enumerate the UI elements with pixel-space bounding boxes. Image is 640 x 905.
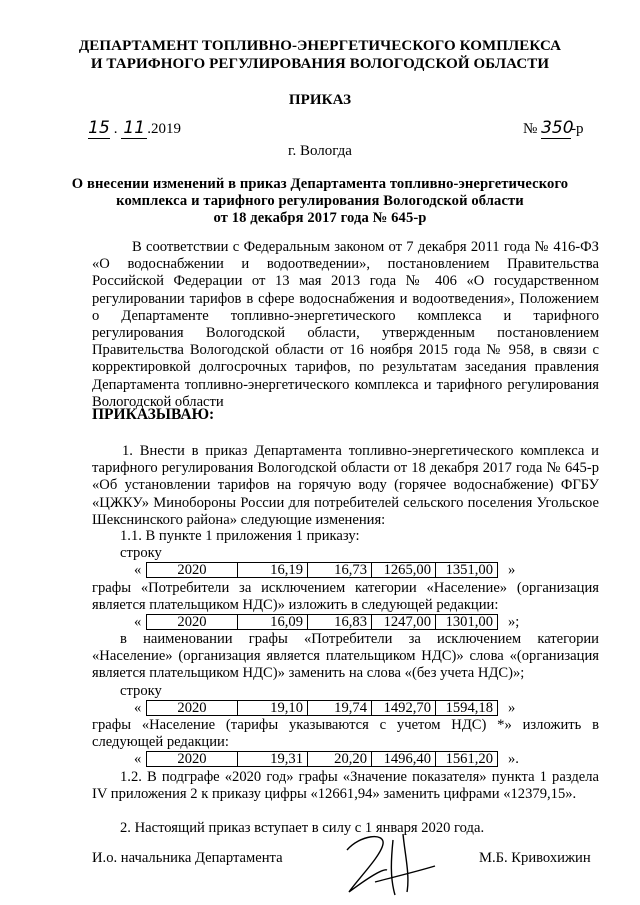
document-type: ПРИКАЗ xyxy=(288,92,352,108)
item-2: 2. Настоящий приказ вступает в силу с 1 января 2020 года. xyxy=(120,820,485,836)
department-name-line1: ДЕПАРТАМЕНТ ТОПЛИВНО-ЭНЕРГЕТИЧЕСКОГО КОМПЛЕКСА xyxy=(78,38,562,54)
cell-value: 16,83 xyxy=(308,615,372,630)
signatory-position: И.о. начальника Департамента xyxy=(92,850,283,866)
order-number xyxy=(523,118,584,139)
cell-value: 1492,70 xyxy=(372,701,436,716)
item-1: 1. Внести в приказ Департамента топливно-энергетического комплекса и тарифного регулирования Вологодской области от 18 декабря 2017 года № 645-р «Об установлении тарифов на горячую воду (горячее водоснабжение) ФГБУ «ЦЖКУ» Минобороны России для потребителей сельского поселения Угольское Шекснинского района» следующие изменения: xyxy=(92,443,599,528)
value-row-1 xyxy=(146,562,498,578)
rename-text: в наименовании графы «Потребители за исключением категории «Население» (организация является плательщиком НДС)» слова «(организация является плательщиком НДС)» заменить на слова «(без учета НДС)»; xyxy=(92,631,599,682)
number-sign: № xyxy=(523,121,538,137)
cell-year: 2020 xyxy=(147,752,238,767)
quote-open-3: « xyxy=(134,700,142,716)
cell-value: 19,74 xyxy=(308,701,372,716)
cell-value: 1247,00 xyxy=(372,615,436,630)
cell-value: 1265,00 xyxy=(372,563,436,578)
cell-value: 20,20 xyxy=(308,752,372,767)
cell-value: 1496,40 xyxy=(372,752,436,767)
cell-value: 1594,18 xyxy=(436,701,498,716)
cell-value: 19,10 xyxy=(238,701,308,716)
quote-open-2: « xyxy=(134,614,142,630)
handwritten-signature xyxy=(335,820,445,900)
department-name-line2: И ТАРИФНОГО РЕГУЛИРОВАНИЯ ВОЛОГОДСКОЙ ОБЛАСТИ xyxy=(90,56,550,72)
preamble: В соответствии с Федеральным законом от 7 декабря 2011 года № 416-ФЗ «О водоснабжении и водоотведении», постановлением Правительства Российской Федерации от 13 мая 2013 года № 406 «О государственном регулировании тарифов в сфере водоснабжения и водоотведения», Положением о Департаменте топливно-энергетического комплекса и тарифного регулирования Вологодской области, утвержденным постановлением Правительства Вологодской области от 16 ноября 2015 года № 958, в связи с корректировкой долгосрочных тарифов, по результатам заседания правления Департамента топливно-энергетического комплекса и тарифного регулирования Вологодской области xyxy=(92,239,599,410)
signature-stroke xyxy=(347,834,435,895)
quote-close-4: ». xyxy=(508,751,519,767)
quote-close-2: »; xyxy=(508,614,520,630)
title-line3: от 18 декабря 2017 года № 645-р xyxy=(213,210,427,226)
table-row xyxy=(147,563,498,578)
signatory-name: М.Б. Кривохижин xyxy=(479,850,591,866)
cell-year: 2020 xyxy=(147,701,238,716)
date-year: .2019 xyxy=(147,121,181,137)
cell-value: 16,73 xyxy=(308,563,372,578)
order-word: ПРИКАЗЫВАЮ: xyxy=(92,406,215,423)
table-row xyxy=(147,701,498,716)
quote-open-1: « xyxy=(134,562,142,578)
number-value: 350 xyxy=(541,118,574,138)
table-row xyxy=(147,615,498,630)
cell-value: 19,31 xyxy=(238,752,308,767)
value-row-2 xyxy=(146,614,498,630)
value-row-4 xyxy=(146,751,498,767)
city: г. Вологда xyxy=(288,143,352,159)
value-row-3 xyxy=(146,700,498,716)
cell-year: 2020 xyxy=(147,615,238,630)
table-row xyxy=(147,752,498,767)
quote-close-1: » xyxy=(508,562,516,578)
cell-value: 1561,20 xyxy=(436,752,498,767)
cell-value: 1301,00 xyxy=(436,615,498,630)
quote-open-4: « xyxy=(134,751,142,767)
cell-value: 16,09 xyxy=(238,615,308,630)
number-suffix: -р xyxy=(571,121,584,137)
cell-value: 16,19 xyxy=(238,563,308,578)
title-line2: комплекса и тарифного регулирования Вологодской области xyxy=(116,193,524,209)
quote-close-3: » xyxy=(508,700,516,716)
text-after-row-3: графы «Население (тарифы указываются с учетом НДС) *» изложить в следующей редакции: xyxy=(92,717,599,751)
date-day: 15 xyxy=(88,118,110,138)
stroku-label-1: строку xyxy=(120,545,162,561)
date-month: 11 xyxy=(121,118,147,139)
cell-value: 1351,00 xyxy=(436,563,498,578)
item-1-2: 1.2. В подграфе «2020 год» графы «Значение показателя» пункта 1 раздела IV приложения 2 к приказу цифры «12661,94» заменить цифрами «12379,15». xyxy=(92,769,599,803)
title-line1: О внесении изменений в приказ Департамента топливно-энергетического xyxy=(71,176,569,192)
stroku-label-2: строку xyxy=(120,683,162,699)
item-1-1: 1.1. В пункте 1 приложения 1 приказу: xyxy=(120,528,360,544)
text-after-row-1: графы «Потребители за исключением категории «Население» (организация является плательщиком НДС)» изложить в следующей редакции: xyxy=(92,580,599,614)
order-date: 15 . 11 .2019 xyxy=(88,118,181,138)
cell-year: 2020 xyxy=(147,563,238,578)
